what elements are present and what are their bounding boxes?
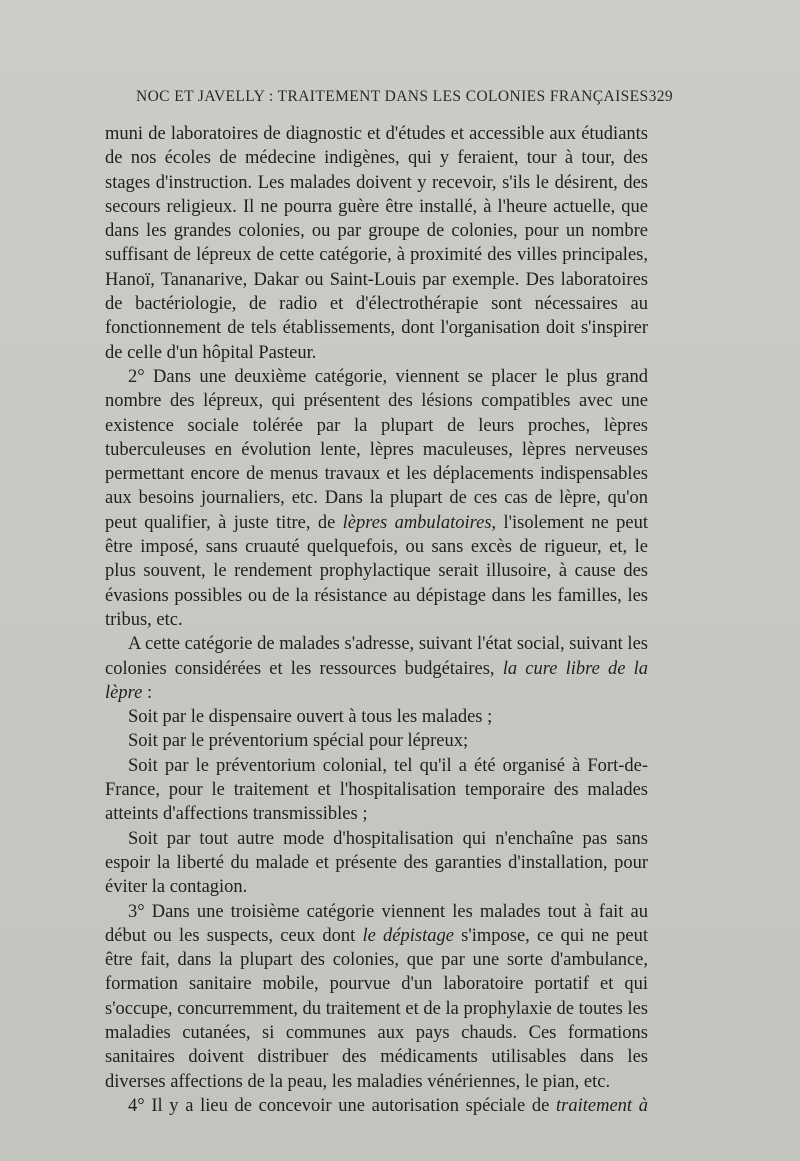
italic-phrase: lèpres ambulatoires <box>342 512 492 533</box>
italic-phrase: le dépistage <box>362 925 454 946</box>
paragraph: 3° Dans une troisième catégorie viennent les malades tout à fait au début ou les suspects, ceux dont le dépistage s'impose, ce qui ne peut être fait, dans la plupart des colonies, que par une sorte d'ambulance, formation sanitaire mobile, pourvue d'un laboratoire portatif et qui s'occupe, concurremment, du traitement et de la prophylaxie de toutes les maladies cutanées, si communes aux pays chauds. Ces formations sanitaires doivent distribuer des médicaments utilisables dans les diverses affections de la peau, les maladies vénériennes, le pian, etc. <box>105 901 648 1092</box>
paragraph: muni de laboratoires de diagnostic et d'études et accessible aux étudiants de nos écoles de médecine indigènes, qui y feraient, tour à tour, des stages d'instruction. Les malades doivent y recevoir, s'ils le désirent, des secours religieux. Il ne pourra guère être installé, à l'heure actuelle, que dans les grandes colonies, ou par groupe de colonies, pour un nombre suffisant de lépreux de cette catégorie, à proximité des villes principales, Hanoï, Tananarive, Dakar ou Saint-Louis par exemple. Des laboratoires de bactériologie, de radio et d'électrothérapie sont nécessaires au fonctionnement de tels établissements, dont l'organisation doit s'inspirer de celle d'un hôpital Pasteur. <box>105 124 648 363</box>
italic-phrase: traitement à <box>556 1095 648 1116</box>
paragraph: Soit par le dispensaire ouvert à tous les malades ; <box>128 707 493 728</box>
paragraph: Soit par tout autre mode d'hospitalisation qui n'enchaîne pas sans espoir la liberté du malade et présente des garanties d'installation, pour éviter la contagion. <box>105 828 648 898</box>
paragraph: Soit par le préventorium spécial pour lépreux; <box>128 731 469 752</box>
page-number: 329 <box>648 88 674 105</box>
italic-phrase: la cure libre de la lèpre <box>105 658 648 703</box>
paragraph: 2° Dans une deuxième catégorie, viennent se placer le plus grand nombre des lépreux, qui présentent des lésions compatibles avec une existence sociale tolérée par la plupart de leurs proches, lèpres tuberculeuses en évolution lente, lèpres maculeuses, lèpres nerveuses permettant encore de menus travaux et les déplacements indispensables aux besoins journaliers, etc. Dans la plupart de ces cas de lèpre, qu'on peut qualifier, à juste titre, de lèpres ambulatoires, l'isolement ne peut être imposé, sans cruauté quelquefois, ou sans excès de rigueur, et, le plus souvent, le rendement prophylactique serait illusoire, à cause des évasions possibles ou de la résistance au dépistage dans les familles, les tribus, etc. <box>105 366 648 630</box>
paragraph: A cette catégorie de malades s'adresse, suivant l'état social, suivant les colonies considérées et les ressources budgétaires, la cure libre de la lèpre : <box>105 634 648 703</box>
paragraph: Soit par le préventorium colonial, tel qu'il a été organisé à Fort-de-France, pour le traitement et l'hospitalisation temporaire des malades atteints d'affections transmissibles ; <box>105 755 648 825</box>
running-title: NOC ET JAVELLY : TRAITEMENT DANS LES COLONIES FRANÇAISES <box>136 88 649 105</box>
body-text <box>105 122 648 1118</box>
running-header <box>136 88 674 106</box>
paragraph: 4° Il y a lieu de concevoir une autorisation spéciale de traitement à <box>128 1095 648 1116</box>
